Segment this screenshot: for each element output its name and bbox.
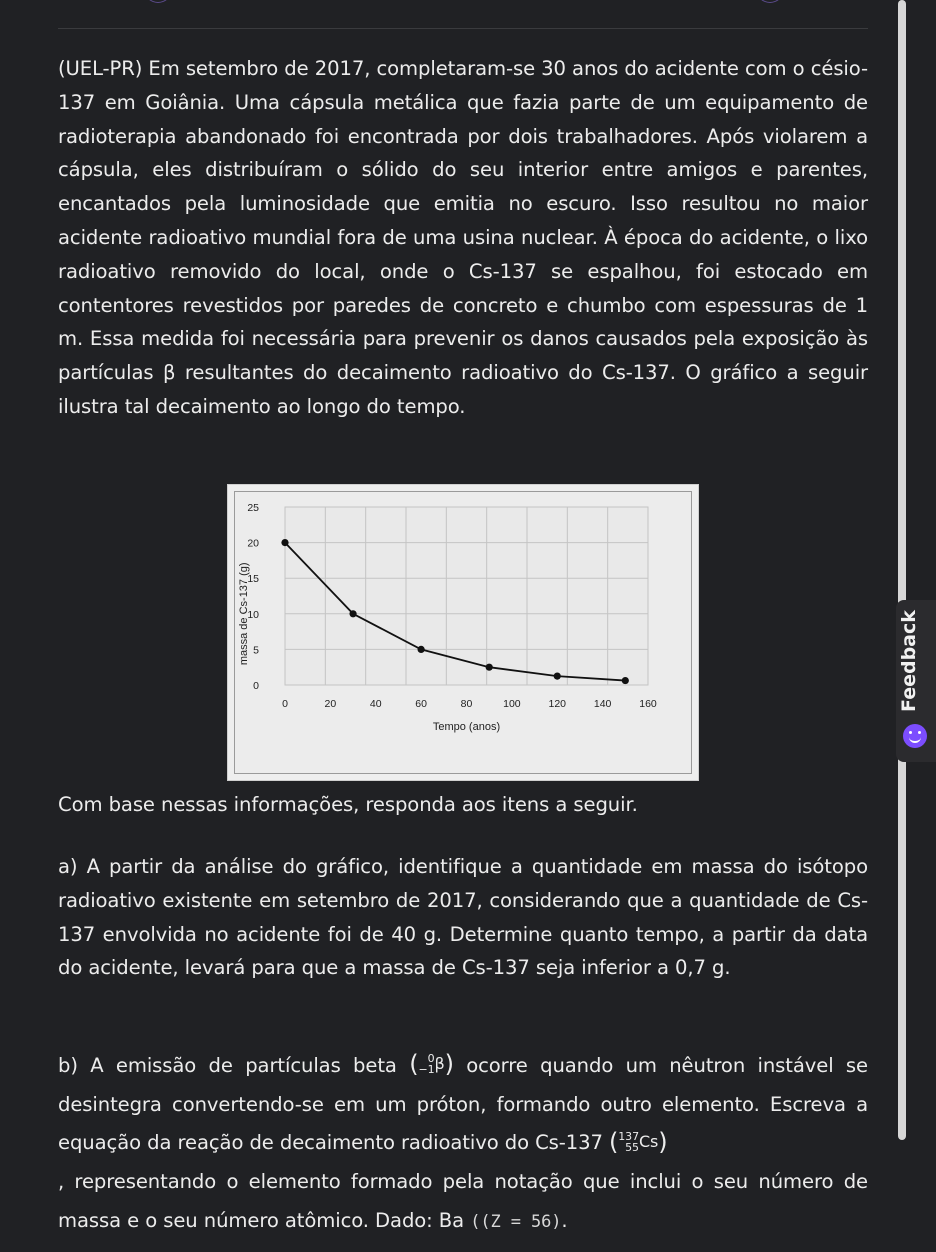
scrollbar[interactable] — [898, 0, 906, 1140]
y-tick-label: 25 — [247, 502, 259, 514]
y-tick-label: 15 — [247, 573, 259, 586]
data-point — [486, 664, 493, 671]
x-tick-label: 160 — [639, 698, 657, 710]
item-b-text: b) A emissão de partículas beta ( 0 −1β) ocorre quando um nêutron instável se desintegra convertendo-se em um próton, formando outro elemento. Escreva a equação da reação de decaimento radioativo do Cs-137 (137 55Cs) , representando o elemento formado pela notação que inclui o seu número de massa e o seu número atômico. Dado: Ba ((Z = 56). — [58, 1047, 868, 1241]
data-point — [281, 539, 288, 546]
feedback-button[interactable] — [896, 600, 936, 762]
decay-chart — [235, 492, 693, 775]
x-tick-label: 140 — [593, 698, 612, 710]
barium-atomic-number: ((Z = 56) — [470, 1211, 562, 1232]
x-tick-label: 40 — [369, 698, 382, 710]
y-tick-label: 0 — [253, 680, 259, 692]
x-axis-label: Tempo (anos) — [432, 721, 501, 733]
items-prompt — [58, 788, 868, 822]
item-b — [58, 1047, 868, 1241]
items-prompt-text: Com base nessas informações, responda aos itens a seguir. — [58, 793, 638, 816]
top-divider — [58, 28, 868, 29]
top-decoration — [144, 0, 172, 3]
plot-area — [285, 507, 648, 685]
data-point — [418, 646, 425, 653]
cesium-notation: (137 55Cs) — [609, 1127, 668, 1156]
y-tick-label: 10 — [247, 608, 259, 621]
decay-chart-figure — [227, 484, 699, 781]
data-point — [622, 677, 629, 684]
question-intro-text: (UEL-PR) Em setembro de 2017, completaram-se 30 anos do acidente com o césio-137 em Goiânia. Uma cápsula metálica que fazia parte de um equipamento de radioterapia abandonado foi encontrada por dois trabalhadores. Após violarem a cápsula, eles distribuíram o sólido do seu interior entre amigos e parentes, encantados pela luminosidade que emitia no escuro. Isso resultou no maior acidente radioativo mundial fora de uma usina nuclear. À época do acidente, o lixo radioativo removido do local, onde o Cs-137 se espalhou, foi estocado em contentores revestidos por paredes de concreto e chumbo com espessuras de 1 m. Essa medida foi necessária para prevenir os danos causados pela exposição às partículas β resultantes do decaimento radioativo do Cs-137. O gráfico a seguir ilustra tal decaimento ao longo do tempo. — [58, 57, 868, 418]
x-tick-label: 100 — [503, 698, 521, 710]
data-point — [349, 610, 356, 617]
data-point — [554, 673, 561, 680]
y-tick-label: 5 — [253, 644, 259, 657]
x-tick-label: 0 — [282, 698, 288, 710]
x-tick-label: 120 — [548, 698, 567, 710]
beta-particle-notation: ( 0 −1β) — [409, 1050, 454, 1079]
item-a-text: a) A partir da análise do gráfico, identifique a quantidade em massa do isótopo radioativo existente em setembro de 2017, considerando que a quantidade de Cs-137 envolvida no acidente foi de 40 g. Determine quanto tempo, a partir da data do acidente, levará para que a massa de Cs-137 seja inferior a 0,7 g. — [58, 855, 868, 980]
y-axis-label: massa de Cs-137 (g) — [238, 562, 250, 666]
top-decoration — [756, 0, 784, 3]
x-tick-label: 80 — [460, 698, 473, 710]
x-tick-label: 20 — [324, 698, 337, 710]
y-tick-label: 20 — [247, 537, 259, 550]
smiley-icon — [903, 724, 927, 748]
question-statement — [58, 52, 868, 424]
item-a — [58, 850, 868, 985]
x-tick-label: 60 — [415, 698, 427, 710]
feedback-label: Feedback — [898, 610, 920, 712]
